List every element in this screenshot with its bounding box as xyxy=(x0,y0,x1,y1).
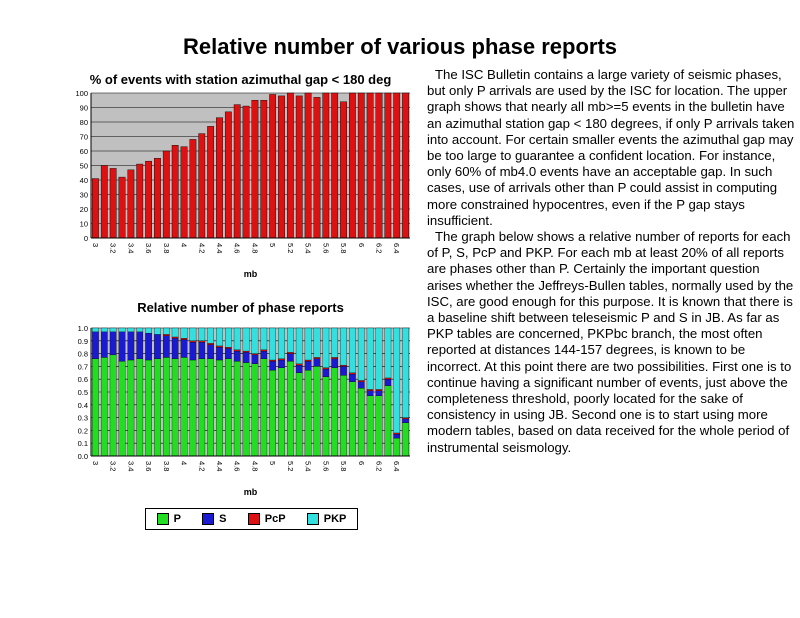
bar-segment-p xyxy=(402,423,408,456)
bar-segment-s xyxy=(119,332,125,361)
bar-segment-pkp xyxy=(110,328,116,332)
bar xyxy=(323,93,329,238)
bar-segment-p xyxy=(358,388,364,456)
y-tick-label: 1.0 xyxy=(77,324,88,333)
x-axis-label: mb xyxy=(243,487,258,497)
x-tick-label: 4 xyxy=(179,461,189,466)
x-tick-label: 5.4 xyxy=(303,243,313,254)
x-tick-label: 5 xyxy=(268,461,278,466)
bar xyxy=(402,93,408,238)
bar-segment-p xyxy=(278,368,284,456)
x-tick-label: 4.8 xyxy=(250,243,260,254)
x-tick-label: 5 xyxy=(268,243,278,248)
legend-swatch-pcp xyxy=(248,513,260,525)
bar-segment-s xyxy=(367,391,373,396)
bar-segment-p xyxy=(137,359,143,456)
chart-title: % of events with station azimuthal gap < 180 deg xyxy=(89,72,392,87)
page-title: Relative number of various phase reports xyxy=(182,34,618,59)
x-tick-label: 5.8 xyxy=(339,243,349,254)
legend-swatch-pkp xyxy=(307,513,319,525)
bar-segment-pkp xyxy=(145,328,151,333)
bar xyxy=(128,170,134,238)
bar-segment-s xyxy=(358,382,364,388)
bar-segment-s xyxy=(207,345,213,359)
x-tick-label: 6.4 xyxy=(392,461,402,472)
bar xyxy=(261,100,267,238)
bar-segment-p xyxy=(340,375,346,456)
x-tick-label: 3.4 xyxy=(126,243,136,254)
bar xyxy=(385,93,391,238)
bar xyxy=(287,93,293,238)
bar-segment-p xyxy=(216,360,222,456)
y-tick-label: 0.0 xyxy=(77,452,88,461)
bar-segment-p xyxy=(163,357,169,456)
bar-segment-pkp xyxy=(402,328,408,418)
x-tick-label: 4 xyxy=(179,243,189,248)
bar-segment-pkp xyxy=(305,328,311,360)
bar-segment-pkp xyxy=(252,328,258,354)
x-tick-label: 3.6 xyxy=(144,243,154,254)
bar-segment-p xyxy=(225,359,231,456)
bar-segment-p xyxy=(190,360,196,456)
bar-segment-p xyxy=(331,368,337,456)
bar-segment-pkp xyxy=(261,328,267,350)
bar-segment-pkp xyxy=(376,328,382,389)
bar-segment-p xyxy=(305,370,311,456)
bar-segment-p xyxy=(172,359,178,456)
x-tick-label: 4.4 xyxy=(214,461,224,472)
bar-segment-pcp xyxy=(269,360,275,361)
bar xyxy=(172,145,178,238)
legend-item-pkp xyxy=(307,513,347,525)
x-tick-label: 6.4 xyxy=(392,243,402,254)
bar xyxy=(163,151,169,238)
bar-segment-p xyxy=(128,360,134,456)
bar-segment-pkp xyxy=(394,328,400,433)
bar-segment-pkp xyxy=(163,328,169,334)
x-tick-label: 4.2 xyxy=(197,461,207,472)
bar-segment-pcp xyxy=(314,357,320,358)
bar xyxy=(358,93,364,238)
legend-label-pcp: PcP xyxy=(264,513,286,525)
y-tick-label: 100 xyxy=(75,89,88,98)
phase-reports-chart-svg xyxy=(60,298,420,498)
legend-label-pkp: PKP xyxy=(323,513,347,525)
bar xyxy=(314,97,320,238)
bar-segment-pkp xyxy=(269,328,275,360)
bar xyxy=(305,93,311,238)
gap-chart-svg xyxy=(60,72,420,282)
bar-segment-pkp xyxy=(207,328,213,343)
bar-segment-p xyxy=(367,396,373,456)
y-tick-label: 0.5 xyxy=(77,388,88,397)
bar xyxy=(110,168,116,238)
bar-segment-p xyxy=(154,359,160,456)
legend-swatch-s xyxy=(202,513,214,525)
y-tick-label: 0.9 xyxy=(77,336,88,346)
bar-segment-pcp xyxy=(331,357,337,358)
bar-segment-pcp xyxy=(385,378,391,379)
x-tick-label: 5.2 xyxy=(285,461,295,472)
paragraph-1: The ISC Bulletin contains a large variety of seismic phases, but only P arrivals are used by the ISC for location. The upper graph shows that nearly all mb>=5 events in the bulletin have an azimuthal station gap < 180 degrees, if only P arrivals taken into account. For certain smaller events the azimuthal gap may be too large to guarantee a confident location. For instance, only 60% of mb4.0 events have an acceptable gap. In such cases, use of arrivals other than P could assist in computing more constrained hypocentres, even if the P gap stays insufficient. xyxy=(427,67,795,228)
bar-segment-p xyxy=(376,396,382,456)
y-tick-label: 80 xyxy=(79,118,88,127)
bar xyxy=(137,164,143,238)
bar-segment-s xyxy=(137,332,143,359)
bar-segment-s xyxy=(323,369,329,377)
chart-legend xyxy=(145,508,358,530)
bar-segment-s xyxy=(331,359,337,368)
legend-item-s xyxy=(202,513,226,525)
y-tick-label: 60 xyxy=(79,147,88,156)
bar-segment-pcp xyxy=(402,418,408,419)
bar-segment-pkp xyxy=(225,328,231,347)
bar xyxy=(119,177,125,238)
bar-segment-s xyxy=(305,361,311,370)
bar xyxy=(252,100,258,238)
bar-segment-s xyxy=(101,332,107,358)
x-tick-label: 6.2 xyxy=(374,243,384,254)
bar-segment-s xyxy=(402,419,408,423)
bar-segment-pcp xyxy=(243,351,249,352)
bar-segment-s xyxy=(216,347,222,360)
bar-segment-pcp xyxy=(394,433,400,434)
bar-segment-pkp xyxy=(331,328,337,357)
bar-segment-pkp xyxy=(296,328,302,364)
bar-segment-s xyxy=(199,342,205,359)
x-tick-label: 3 xyxy=(90,243,100,248)
bar-segment-pcp xyxy=(376,389,382,390)
y-tick-label: 70 xyxy=(79,132,88,142)
bar-segment-p xyxy=(234,361,240,456)
bar-segment-pcp xyxy=(190,341,196,342)
bar-segment-p xyxy=(181,357,187,456)
bar-segment-pkp xyxy=(101,328,107,332)
bar-segment-pkp xyxy=(199,328,205,341)
bar xyxy=(225,112,231,238)
bar-segment-pcp xyxy=(323,368,329,369)
x-tick-label: 5.6 xyxy=(321,243,331,254)
bar xyxy=(92,179,98,238)
chart-title: Relative number of phase reports xyxy=(137,300,344,315)
bar xyxy=(394,93,400,238)
bar xyxy=(296,96,302,238)
bar-segment-s xyxy=(340,366,346,375)
bar-segment-p xyxy=(199,359,205,456)
bar xyxy=(199,134,205,238)
bar-segment-pkp xyxy=(358,328,364,380)
bar-segment-pcp xyxy=(207,343,213,344)
bar-segment-s xyxy=(376,391,382,396)
bar-segment-pkp xyxy=(216,328,222,346)
x-tick-label: 3 xyxy=(90,461,100,466)
bar-segment-pcp xyxy=(358,380,364,381)
bar-segment-pkp xyxy=(172,328,178,337)
bar-segment-pkp xyxy=(190,328,196,341)
bar-segment-s xyxy=(181,340,187,358)
bar-segment-pcp xyxy=(261,350,267,351)
bar-segment-pkp xyxy=(154,328,160,334)
y-tick-label: 40 xyxy=(79,176,88,185)
y-tick-label: 0.2 xyxy=(77,426,88,436)
bar-segment-pkp xyxy=(234,328,240,350)
bar-segment-s xyxy=(385,379,391,385)
bar xyxy=(269,94,275,238)
x-tick-label: 3.8 xyxy=(161,243,171,254)
legend-item-pcp xyxy=(248,513,286,525)
bar xyxy=(349,93,355,238)
bar-segment-pcp xyxy=(252,354,258,355)
x-tick-label: 5.6 xyxy=(321,461,331,472)
bar-segment-p xyxy=(394,438,400,456)
y-tick-label: 10 xyxy=(79,219,88,229)
x-tick-label: 3.2 xyxy=(108,461,118,472)
bar-segment-pcp xyxy=(181,338,187,339)
bar-segment-p xyxy=(269,370,275,456)
bar-segment-p xyxy=(261,359,267,456)
bar-segment-s xyxy=(92,332,98,359)
bar xyxy=(243,106,249,238)
bar-segment-pcp xyxy=(234,350,240,351)
bar-segment-pcp xyxy=(278,359,284,360)
bar-segment-p xyxy=(145,360,151,456)
y-tick-label: 90 xyxy=(79,103,88,113)
bar-segment-s xyxy=(314,359,320,367)
x-tick-label: 5.2 xyxy=(285,243,295,254)
bar-segment-s xyxy=(190,342,196,360)
legend-item-p xyxy=(157,513,181,525)
bar-segment-s xyxy=(269,361,275,370)
bar xyxy=(181,147,187,238)
x-tick-label: 6 xyxy=(356,461,366,466)
y-tick-label: 20 xyxy=(79,205,88,214)
bar-segment-p xyxy=(252,364,258,456)
bar-segment-s xyxy=(349,374,355,382)
x-tick-label: 4.2 xyxy=(197,243,207,254)
bar-segment-p xyxy=(385,386,391,456)
bar xyxy=(340,102,346,238)
x-tick-label: 3.8 xyxy=(161,461,171,472)
bar-segment-s xyxy=(145,333,151,360)
bar xyxy=(367,93,373,238)
y-tick-label: 30 xyxy=(79,190,88,200)
y-tick-label: 0.1 xyxy=(77,439,88,449)
bar-segment-pkp xyxy=(137,328,143,332)
bar xyxy=(190,139,196,238)
bar-segment-s xyxy=(261,351,267,359)
x-tick-label: 6 xyxy=(356,243,366,248)
bar-segment-pkp xyxy=(119,328,125,332)
x-axis-label: mb xyxy=(243,269,258,279)
bar-segment-pkp xyxy=(128,328,134,332)
x-tick-label: 4.4 xyxy=(214,243,224,254)
bar-segment-pkp xyxy=(385,328,391,378)
bar xyxy=(145,161,151,238)
bar-segment-pcp xyxy=(216,346,222,347)
x-tick-label: 4.6 xyxy=(232,461,242,472)
y-tick-label: 0.7 xyxy=(77,362,88,372)
x-tick-label: 3.2 xyxy=(108,243,118,254)
legend-label-s: S xyxy=(219,513,227,525)
bar-segment-s xyxy=(128,332,134,360)
bar-segment-pcp xyxy=(296,364,302,365)
y-tick-label: 0.8 xyxy=(77,349,88,359)
bar-segment-p xyxy=(323,377,329,456)
bar-segment-p xyxy=(92,359,98,456)
bar-segment-s xyxy=(296,365,302,373)
bar xyxy=(376,93,382,238)
bar-segment-p xyxy=(101,357,107,456)
y-tick-label: 0.3 xyxy=(77,413,88,423)
bar xyxy=(207,126,213,238)
bar-segment-s xyxy=(163,336,169,358)
bar-segment-p xyxy=(110,355,116,456)
bar-segment-pkp xyxy=(278,328,284,359)
bar-segment-p xyxy=(119,361,125,456)
bar-segment-pkp xyxy=(367,328,373,389)
bar-segment-p xyxy=(314,366,320,456)
bar-segment-s xyxy=(278,360,284,368)
bar-segment-pkp xyxy=(323,328,329,368)
bar-segment-pkp xyxy=(287,328,293,352)
bar-segment-pkp xyxy=(181,328,187,338)
x-tick-label: 4.8 xyxy=(250,461,260,472)
x-tick-label: 6.2 xyxy=(374,461,384,472)
bar-segment-pcp xyxy=(225,347,231,348)
bar-segment-pkp xyxy=(314,328,320,357)
bar-segment-s xyxy=(234,351,240,361)
y-tick-label: 50 xyxy=(79,161,88,171)
bar-segment-s xyxy=(394,434,400,438)
bar-segment-s xyxy=(225,348,231,358)
description-text xyxy=(427,67,797,456)
bar-segment-p xyxy=(287,361,293,456)
bar-segment-s xyxy=(172,338,178,358)
x-tick-label: 5.4 xyxy=(303,461,313,472)
bar xyxy=(278,96,284,238)
x-tick-label: 3.6 xyxy=(144,461,154,472)
bar-segment-s xyxy=(154,334,160,358)
bar xyxy=(331,93,337,238)
bar-segment-pcp xyxy=(349,373,355,374)
bar-segment-s xyxy=(287,354,293,362)
y-tick-label: 0.4 xyxy=(77,400,88,410)
x-tick-label: 3.4 xyxy=(126,461,136,472)
phase-reports-chart xyxy=(60,298,420,498)
gap-chart xyxy=(60,72,420,282)
y-tick-label: 0.6 xyxy=(77,375,88,385)
bar-segment-pkp xyxy=(340,328,346,365)
bar-segment-pkp xyxy=(243,328,249,351)
bar-segment-pcp xyxy=(163,334,169,335)
y-tick-label: 0 xyxy=(83,234,88,243)
bar-segment-pkp xyxy=(92,328,98,332)
bar xyxy=(234,105,240,238)
bar xyxy=(154,158,160,238)
bar-segment-pcp xyxy=(340,365,346,366)
paragraph-2: The graph below shows a relative number of reports for each of P, S, PcP and PKP. For each mb at least 20% of all reports are phases other than P. Certainly the important question arises whether the Jeffreys-Bullen tables, normally used by the ISC, are good enough for this purpose. It is known that there is a baseline shift between teleseismic P and S in JB. As far as PKP tables are concerned, PKPbc branch, the most often reported at distances 144-157 degrees, is known to be incorrect. At this point there are two possibilities. First one is to continue having a significant number of events, just above the completeness threshold, poorly located for the sake of consistency in using JB. Second one is to start using more modern tables, based on data received for the whole period of instrumental seismology. xyxy=(427,229,794,455)
bar-segment-s xyxy=(110,332,116,355)
bar-segment-pcp xyxy=(199,341,205,342)
legend-swatch-p xyxy=(157,513,169,525)
bar-segment-pkp xyxy=(349,328,355,373)
bar-segment-p xyxy=(207,359,213,456)
bar-segment-p xyxy=(349,382,355,456)
legend-label-p: P xyxy=(173,513,181,525)
bar-segment-p xyxy=(296,373,302,456)
bar-segment-pcp xyxy=(287,352,293,353)
x-tick-label: 4.6 xyxy=(232,243,242,254)
bar-segment-p xyxy=(243,363,249,456)
bar-segment-s xyxy=(243,352,249,362)
x-tick-label: 5.8 xyxy=(339,461,349,472)
bar-segment-pcp xyxy=(172,337,178,338)
bar-segment-pcp xyxy=(367,389,373,390)
bar-segment-s xyxy=(252,355,258,364)
bar xyxy=(101,166,107,239)
bar xyxy=(216,118,222,238)
bar-segment-pcp xyxy=(305,360,311,361)
